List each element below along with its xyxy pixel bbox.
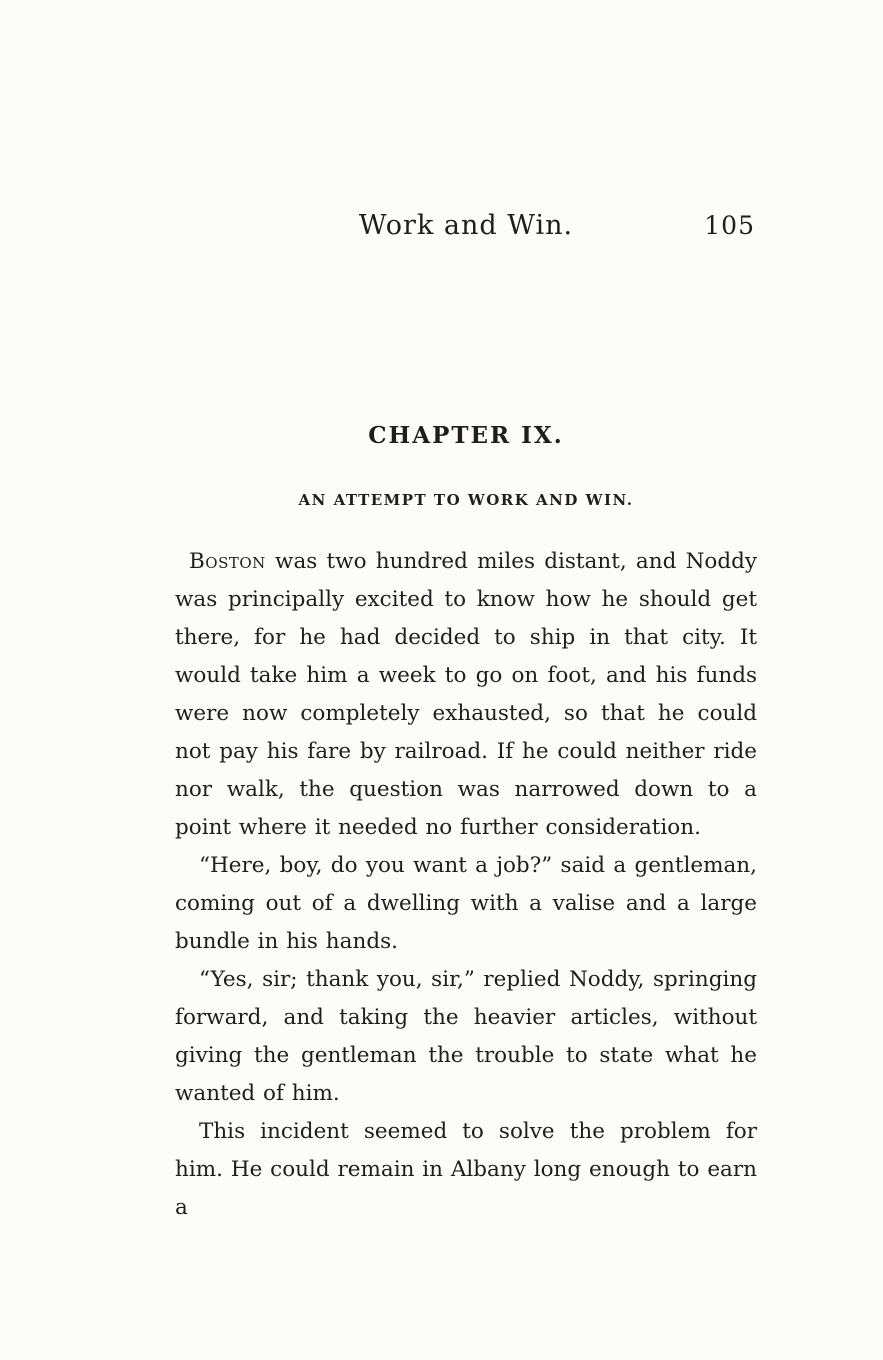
chapter-heading: CHAPTER IX. [368,422,564,449]
paragraph: “Here, boy, do you want a job?” said a gentleman, coming out of a dwelling with a valise and a large bundle in his hands. [175,853,757,954]
running-header [175,210,757,244]
paragraph-text: was two hundred miles distant, and Noddy was principally excited to know how he should get there, for he had decided to ship in that city. It would take him a week to go on foot, and his funds were now completely exhausted, so that he could not pay his fare by railroad. If he could neither ride nor walk, the question was narrowed down to a point where it needed no further consideration. [175,549,757,840]
paragraph: This incident seemed to solve the problem for him. He could remain in Albany long enough to earn a [175,1119,757,1220]
chapter-subtitle: AN ATTEMPT TO WORK AND WIN. [298,491,634,509]
page-number: 105 [704,211,755,240]
lead-word: Boston [189,549,266,574]
paragraph [175,543,757,847]
page-body [175,422,757,1227]
paragraph: “Yes, sir; thank you, sir,” replied Noddy, springing forward, and taking the heavier articles, without giving the gentleman the trouble to state what he wanted of him. [175,967,757,1106]
running-header-title: Work and Win. [358,210,574,241]
